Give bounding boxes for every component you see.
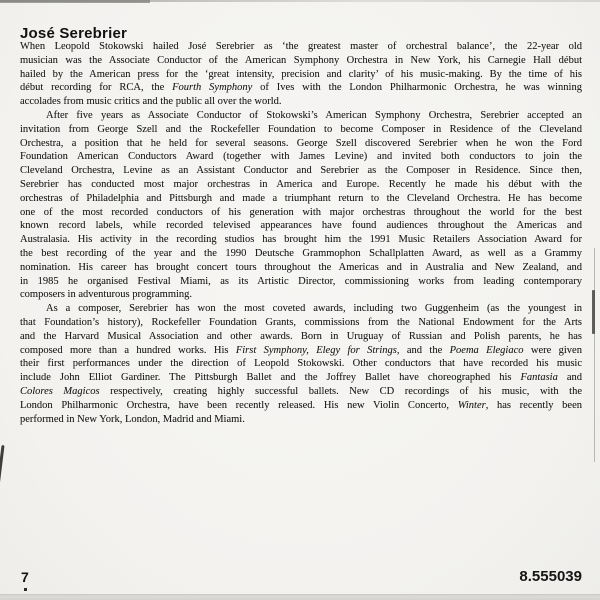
text-line: include John Elliot Gardiner. The Pittsburgh Ballet and the Joffrey Ballet have choreographed his Fantasia and: [20, 372, 582, 384]
text-line: one of the most recorded conductors of his generation with major orchestras throughout the world for the best: [20, 206, 582, 218]
text-line: invitation from George Szell and the Rockefeller Foundation to become Composer in Residence of the Cleveland: [20, 123, 582, 135]
text-line: and the Harvard Musical Association and other awards. Born in Uruguay of Russian and Polish parents, he has: [20, 330, 582, 342]
text-line: Australasia. His activity in the recording studios has brought him the 1991 Music Retailers Association Award for: [20, 234, 582, 246]
text-line: in 1985 he organised Festival Miami, as its Artistic Director, commissioning works from leading contemporary: [20, 275, 582, 287]
text-line: As a composer, Serebrier has won the most coveted awards, including two Guggenheim (as the youngest in: [46, 303, 582, 315]
text-line: hailed by the American press for the ‘great intensity, precision and clarity’ of his music-making. By the time of his: [20, 68, 582, 80]
text-line: accolades from music critics and the public all over the world.: [20, 96, 282, 108]
text-line: composers in adventurous programming.: [20, 289, 193, 301]
text-line: Cleveland Orchestra, Levine as an Assistant Conductor and Serebrier as the Composer in Residence. Since then,: [20, 165, 582, 177]
text-line: When Leopold Stokowski hailed José Serebrier as ‘the greatest master of orchestral balance’, the 22-year old: [20, 41, 582, 52]
text-line: Colores Magicos respectively, creating highly successful ballets. New CD recordings of his music, with the: [20, 385, 582, 397]
text-line: Orchestra, a position that he held for several seasons. George Szell discovered Serebrier when he won the Ford: [20, 137, 582, 149]
text-line: After five years as Associate Conductor of Stokowski’s American Symphony Orchestra, Serebrier accepted an: [46, 109, 582, 121]
text-line: musician was the Associate Conductor of the American Symphony Orchestra in New York, his Carnegie Hall début: [20, 54, 582, 66]
page-title: José Serebrier: [20, 25, 128, 43]
scan-edge-bottom: [0, 594, 600, 600]
scan-line-right-dark: [592, 290, 595, 334]
text-line: London Philharmonic Orchestra, have been recently released. His new Violin Concerto, Winter, has recently been: [20, 399, 582, 411]
scan-line-right: [594, 248, 595, 462]
body-text: [20, 40, 582, 426]
text-line: the best recording of the year and the 1990 Deutsche Grammophon Schallplatten Award, as well as a Grammy: [20, 247, 582, 259]
catalog-number: 8.555039: [519, 568, 582, 585]
text-line: known record labels, while recorded televised appearances have found audiences throughout the Americas and: [20, 220, 582, 232]
text-line: début recording for RCA, the Fourth Symphony of Ives with the London Philharmonic Orchestra, he was winning: [20, 82, 582, 94]
text-line: composed more than a hundred works. His First Symphony, Elegy for Strings, and the Poema Elegiaco were given: [20, 344, 582, 356]
text-line: that Foundation’s history), Rockefeller Foundation Grants, commissions from the National Endowment for the Arts: [20, 316, 582, 328]
text-line: Foundation American Conductors Award (together with James Levine) and invited both conductors to join the: [20, 151, 582, 163]
text-line: performed in New York, London, Madrid and Miami.: [20, 413, 245, 425]
text-line: orchestras of Philadelphia and Pittsburgh and made a triumphant return to the Cleveland Orchestra. He has become: [20, 192, 582, 204]
text-line: their first performances under the direction of Leopold Stokowski. Other conductors that have recorded his music: [20, 358, 582, 370]
page-number: 7: [21, 569, 29, 585]
text-line: Serebrier has conducted most major orchestras in America and Europe. Recently he made his début with the: [20, 178, 582, 190]
scan-edge-top-left: [0, 0, 150, 3]
scan-speck: [24, 588, 27, 591]
scan-scratch-left: [0, 445, 5, 487]
text-line: nomination. His career has brought concert tours throughout the Americas and in Australia and New Zealand, and: [20, 261, 582, 273]
